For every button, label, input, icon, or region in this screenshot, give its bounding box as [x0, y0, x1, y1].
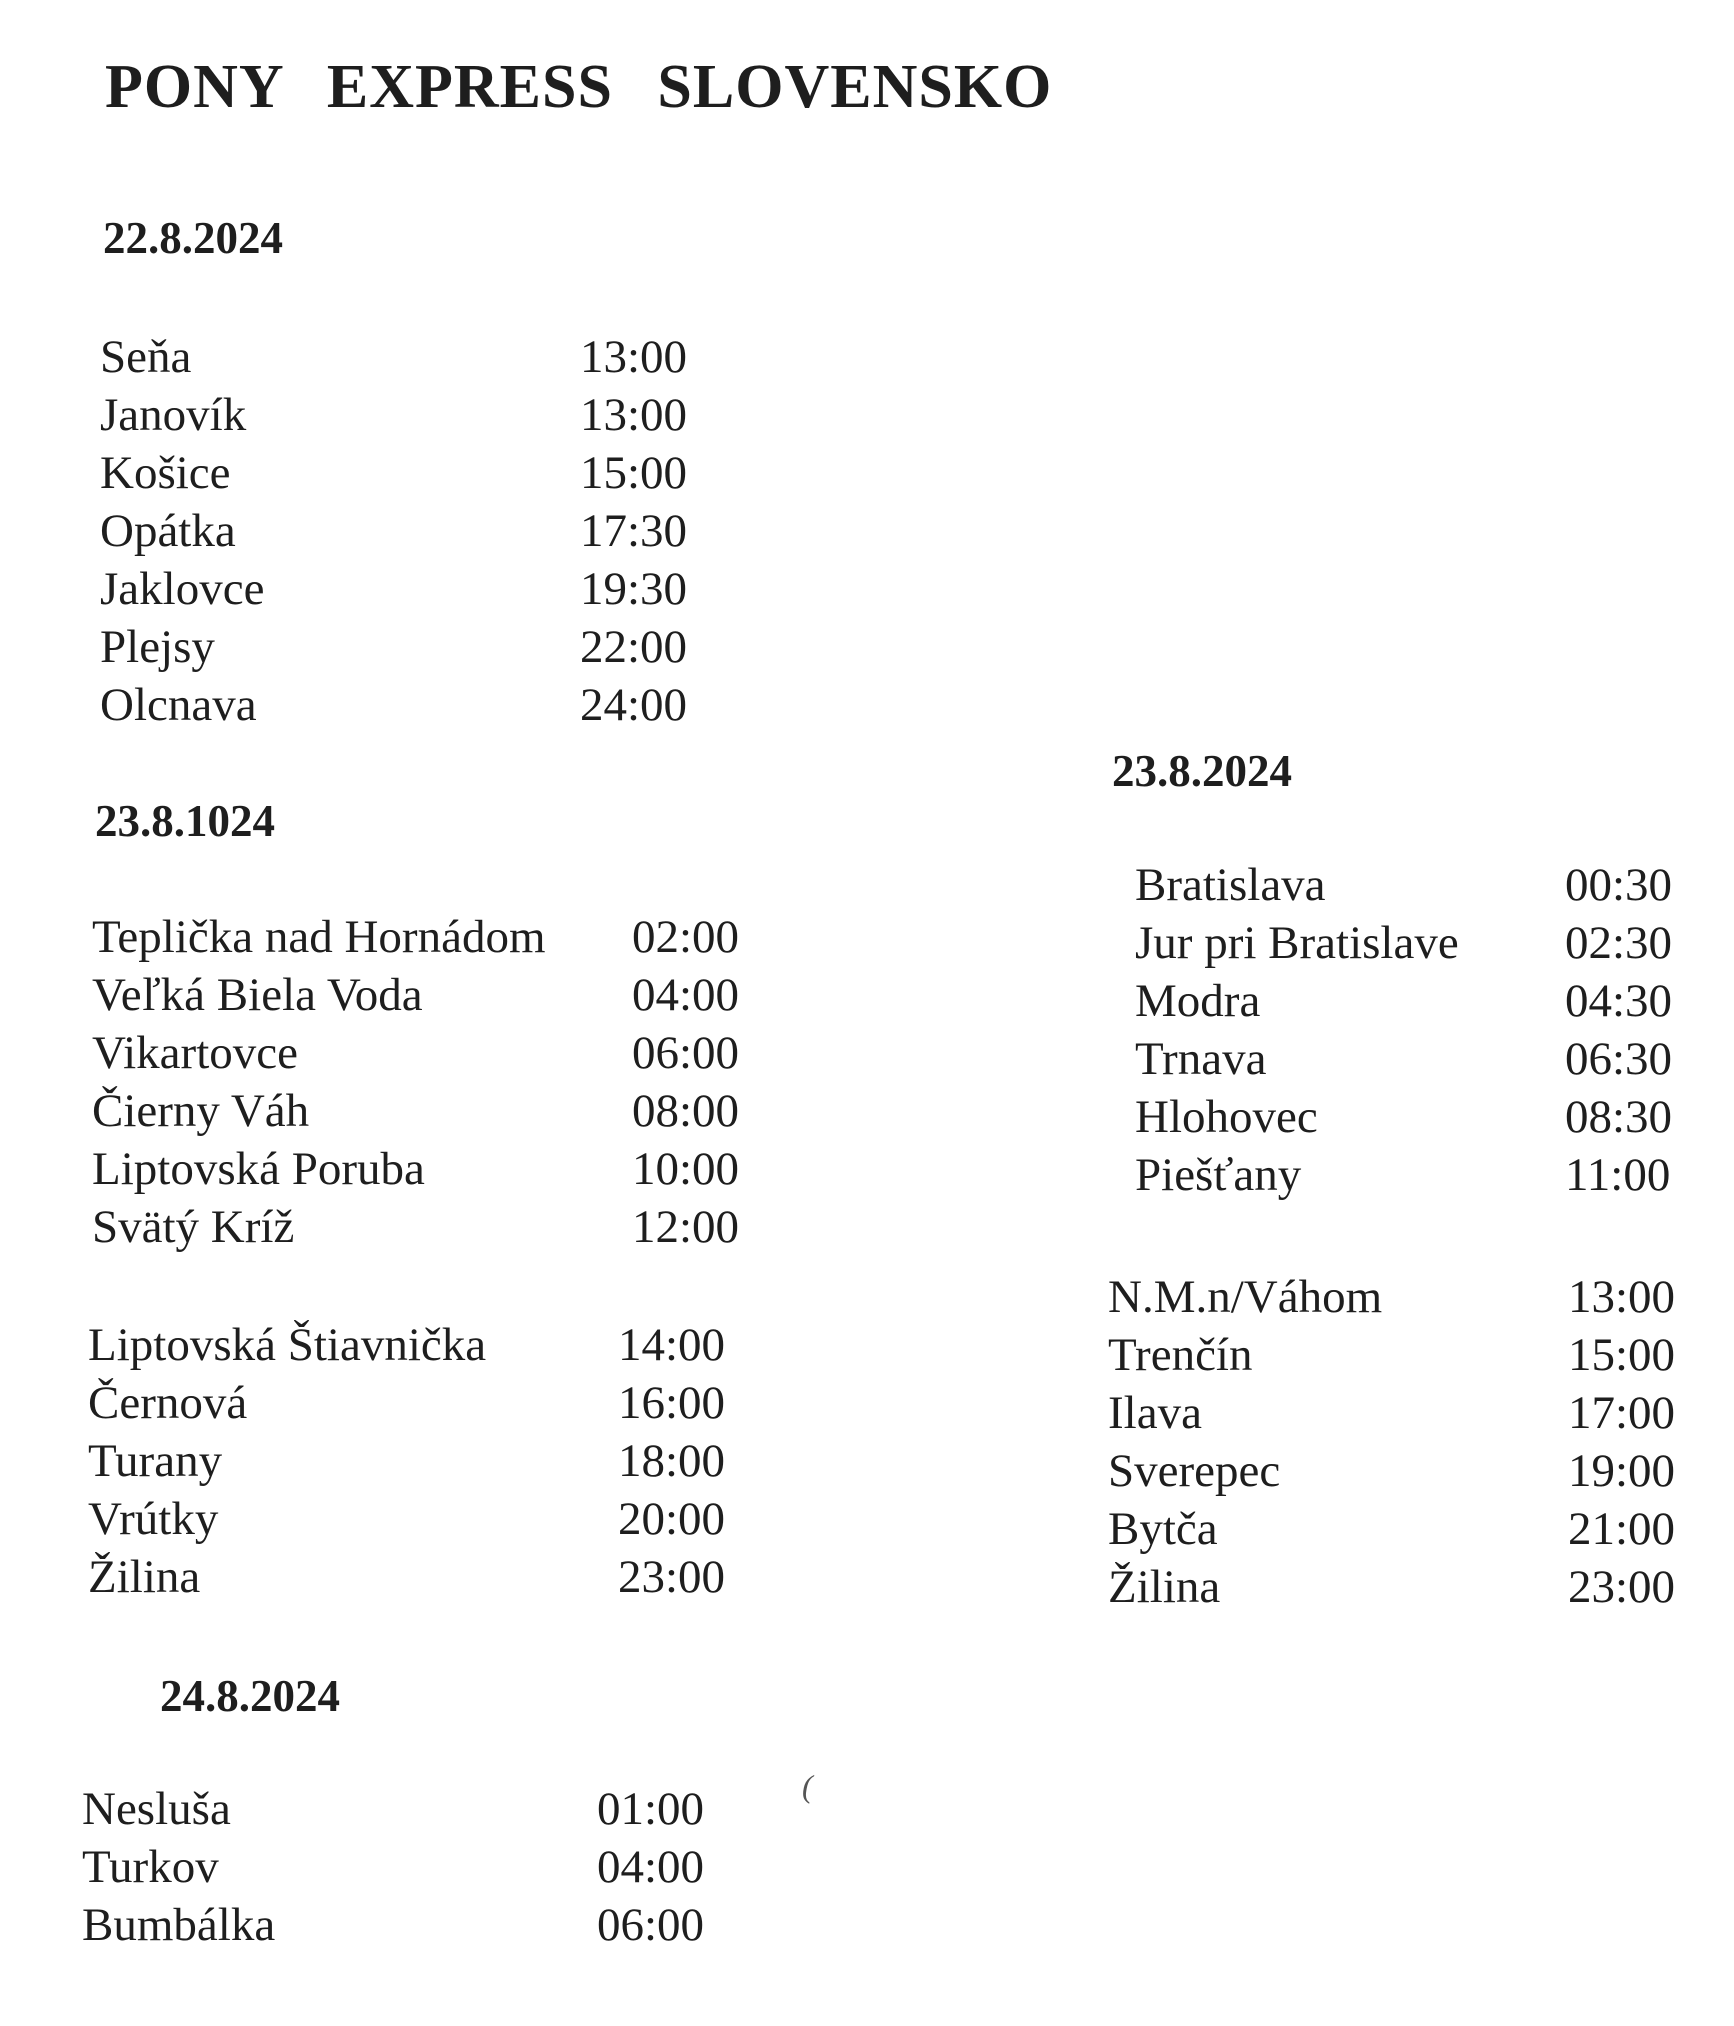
departure-time: 00:30 — [1565, 859, 1673, 911]
departure-time: 23:00 — [618, 1551, 726, 1603]
date-heading-24-8: 24.8.2024 — [160, 1671, 340, 1721]
departure-time: 02:00 — [632, 911, 740, 963]
departure-time: 12:00 — [632, 1201, 740, 1253]
place-name: Liptovská Poruba — [92, 1143, 425, 1195]
place-name: Olcnava — [100, 679, 257, 731]
place-name: Vikartovce — [92, 1027, 298, 1079]
scan-mark: ( — [802, 1768, 813, 1804]
departure-time: 24:00 — [580, 679, 688, 731]
place-name: Svätý Kríž — [92, 1201, 295, 1253]
date-heading-23-8-left: 23.8.1024 — [95, 796, 275, 846]
departure-time: 06:00 — [597, 1899, 705, 1951]
place-name: N.M.n/Váhom — [1108, 1271, 1383, 1323]
departure-time: 11:00 — [1565, 1149, 1671, 1201]
departure-time: 23:00 — [1568, 1561, 1676, 1613]
departure-time: 15:00 — [580, 447, 688, 499]
departure-time: 02:30 — [1565, 917, 1673, 969]
place-name: Ilava — [1108, 1387, 1202, 1439]
place-name: Modra — [1135, 975, 1261, 1027]
place-name: Košice — [100, 447, 231, 499]
place-name: Plejsy — [100, 621, 215, 673]
departure-time: 18:00 — [618, 1435, 726, 1487]
departure-time: 17:30 — [580, 505, 688, 557]
place-name: Jur pri Bratislave — [1135, 917, 1459, 969]
place-name: Sverepec — [1108, 1445, 1281, 1497]
date-heading-22-8: 22.8.2024 — [103, 213, 283, 263]
departure-time: 14:00 — [618, 1319, 726, 1371]
departure-time: 08:30 — [1565, 1091, 1673, 1143]
departure-time: 16:00 — [618, 1377, 726, 1429]
departure-time: 08:00 — [632, 1085, 740, 1137]
place-name: Bratislava — [1135, 859, 1326, 911]
place-name: Bumbálka — [82, 1899, 276, 1951]
departure-time: 22:00 — [580, 621, 688, 673]
place-name: Turany — [88, 1435, 223, 1487]
departure-time: 15:00 — [1568, 1329, 1676, 1381]
place-name: Jaklovce — [100, 563, 265, 615]
departure-time: 13:00 — [580, 389, 688, 441]
departure-time: 17:00 — [1568, 1387, 1676, 1439]
place-name: Žilina — [88, 1551, 201, 1603]
place-name: Nesluša — [82, 1783, 231, 1835]
place-name: Hlohovec — [1135, 1091, 1318, 1143]
departure-time: 04:00 — [597, 1841, 705, 1893]
page-title: PONY EXPRESS SLOVENSKO — [105, 53, 1053, 121]
place-name: Janovík — [100, 389, 247, 441]
departure-time: 19:30 — [580, 563, 688, 615]
place-name: Seňa — [100, 331, 192, 383]
departure-time: 13:00 — [1568, 1271, 1676, 1323]
place-name: Trnava — [1135, 1033, 1267, 1085]
place-name: Žilina — [1108, 1561, 1221, 1613]
place-name: Černová — [88, 1377, 248, 1429]
place-name: Liptovská Štiavnička — [88, 1319, 487, 1371]
departure-time: 10:00 — [632, 1143, 740, 1195]
departure-time: 06:30 — [1565, 1033, 1673, 1085]
place-name: Piešťany — [1135, 1149, 1302, 1201]
departure-time: 01:00 — [597, 1783, 705, 1835]
departure-time: 04:30 — [1565, 975, 1673, 1027]
place-name: Turkov — [82, 1841, 219, 1893]
departure-time: 19:00 — [1568, 1445, 1676, 1497]
place-name: Trenčín — [1108, 1329, 1253, 1381]
departure-time: 04:00 — [632, 969, 740, 1021]
place-name: Čierny Váh — [92, 1085, 310, 1137]
departure-time: 20:00 — [618, 1493, 726, 1545]
departure-time: 13:00 — [580, 331, 688, 383]
place-name: Vrútky — [88, 1493, 219, 1545]
place-name: Bytča — [1108, 1503, 1218, 1555]
departure-time: 06:00 — [632, 1027, 740, 1079]
place-name: Opátka — [100, 505, 236, 557]
date-heading-23-8-right: 23.8.2024 — [1112, 746, 1292, 796]
place-name: Veľká Biela Voda — [92, 969, 423, 1021]
departure-time: 21:00 — [1568, 1503, 1676, 1555]
place-name: Teplička nad Hornádom — [92, 911, 546, 963]
